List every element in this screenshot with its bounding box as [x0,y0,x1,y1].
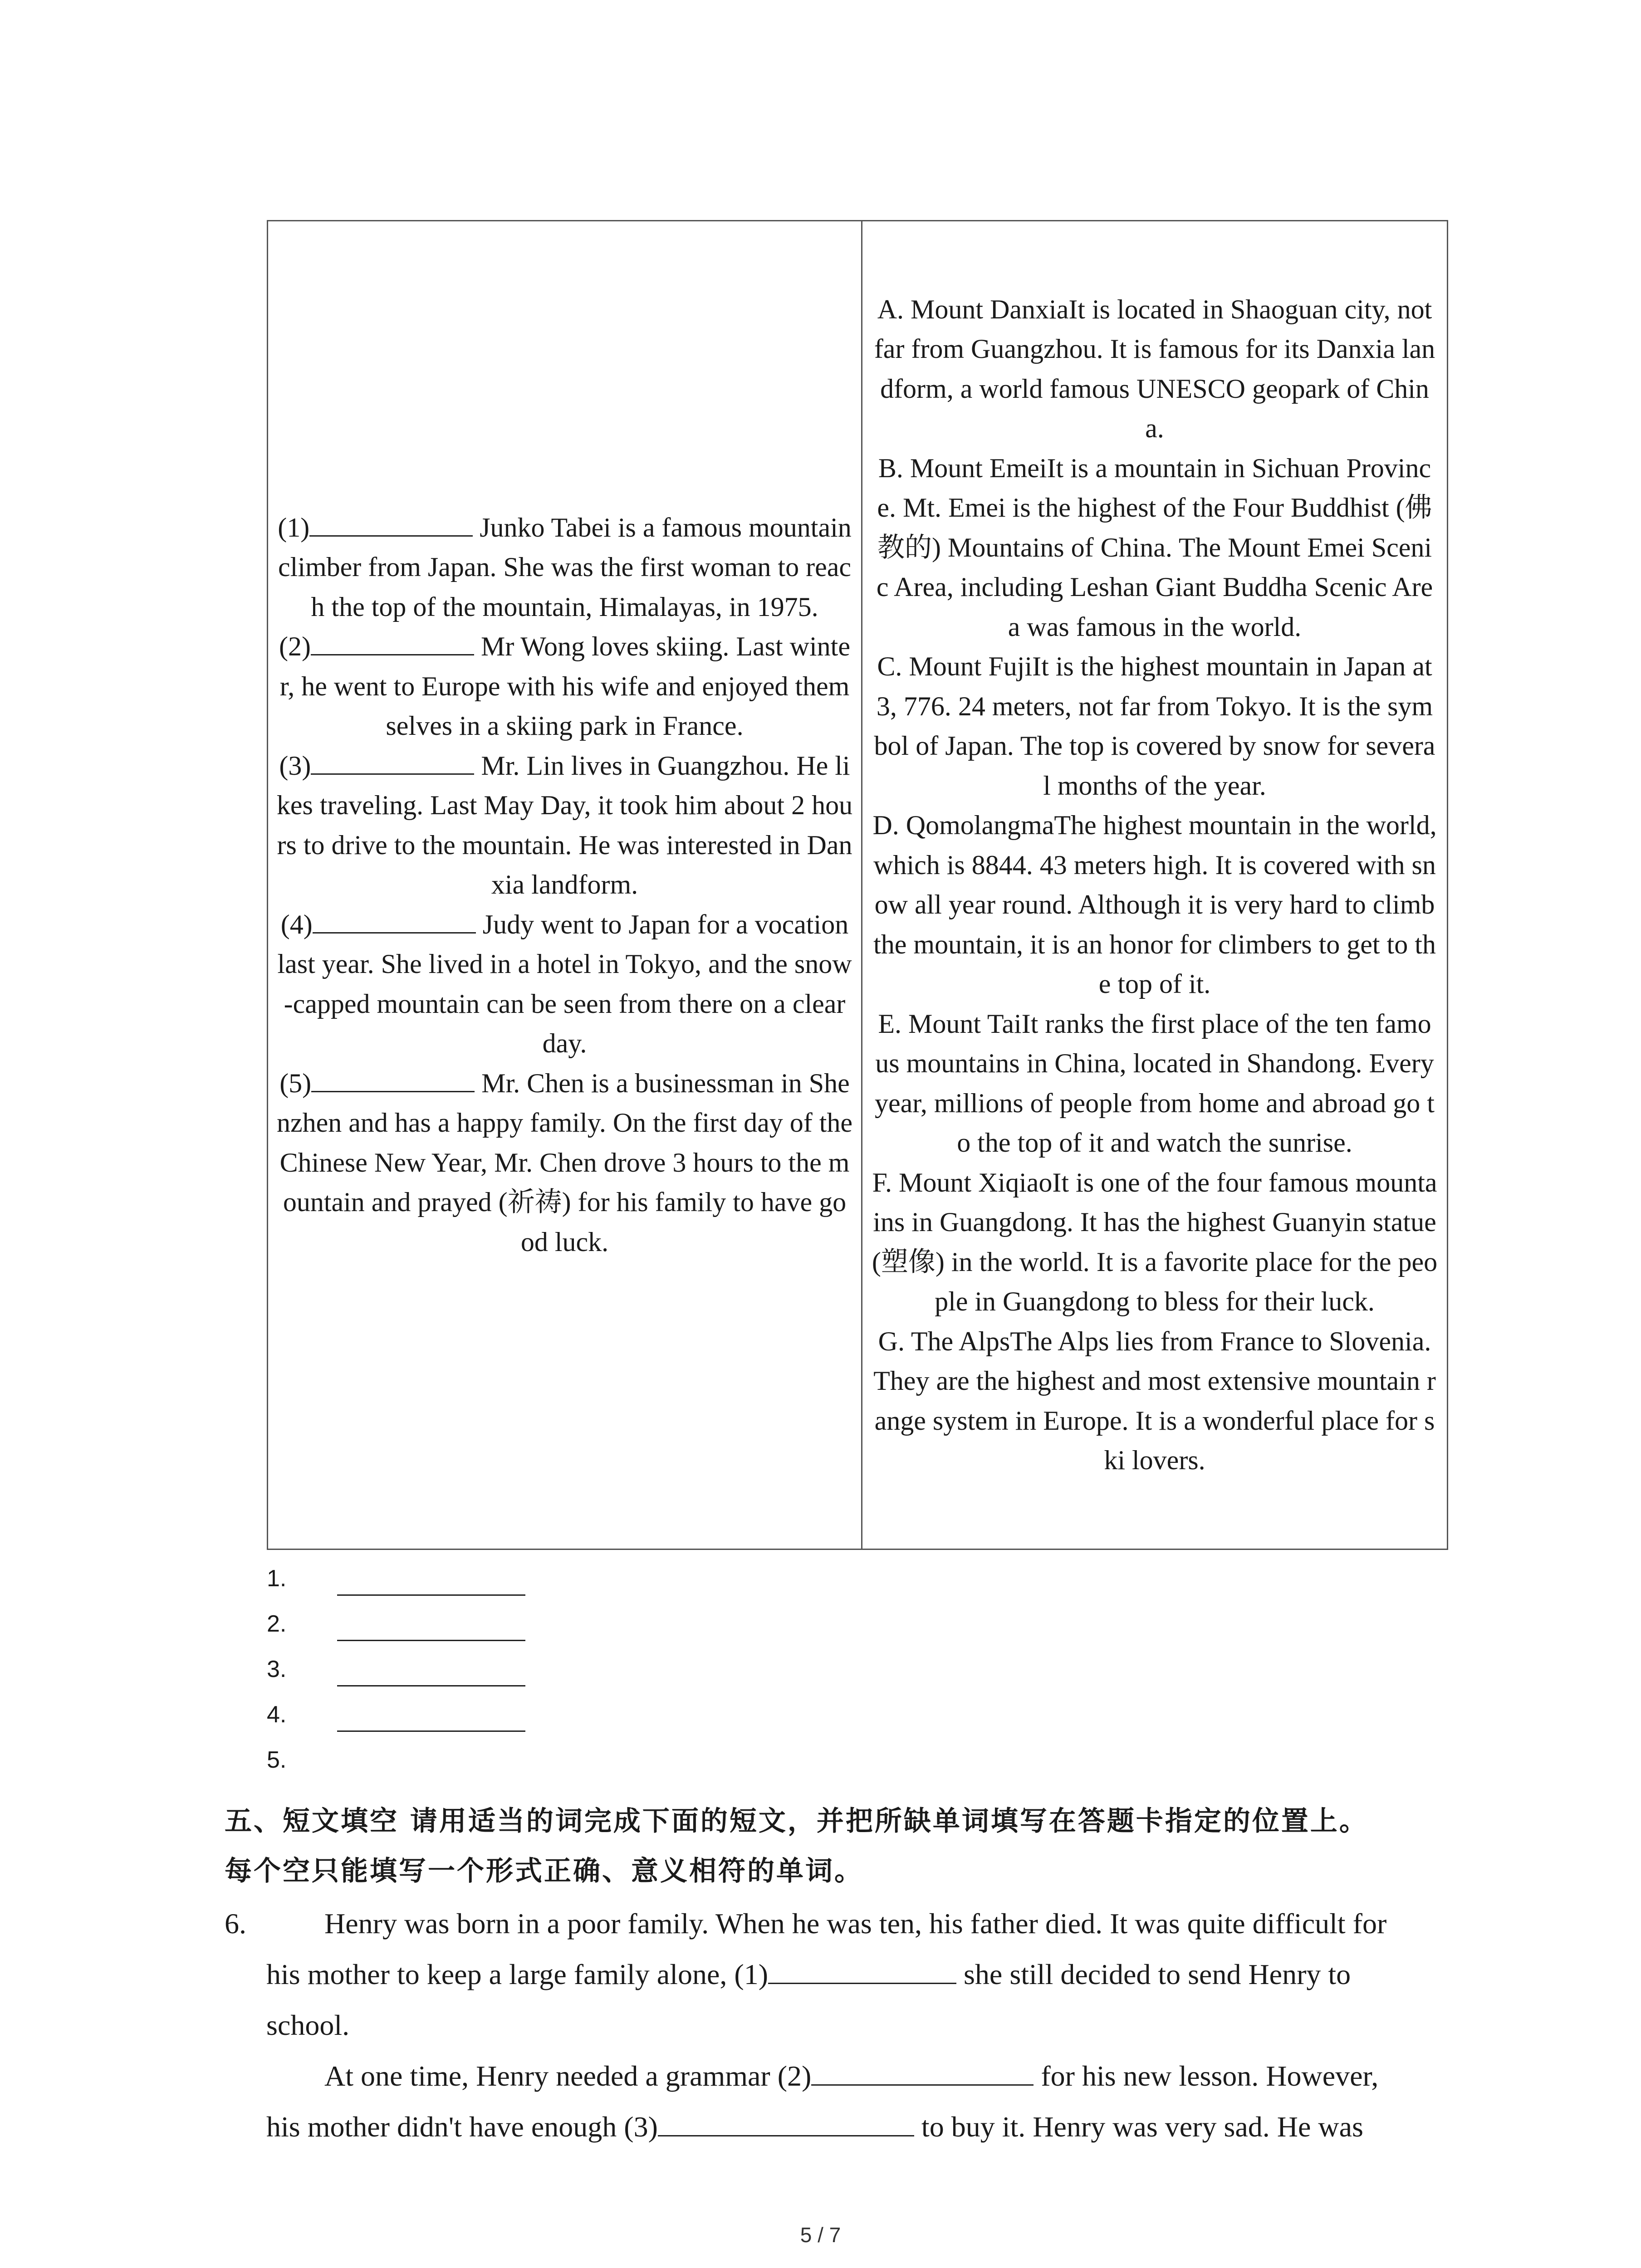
answer-number: 2. [267,1611,287,1637]
situation-1-blank[interactable] [309,535,473,537]
section-heading-line-2: 每个空只能填写一个形式正确、意义相符的单词。 [225,1855,863,1887]
mountain-option-f: F. Mount XiqiaoIt is one of the four famous mountains in Guangdong. It has the highest Guanyin statue (塑像) in the world. It is a favorite place for the people in Guangdong to bless for their luck. [872,1167,1438,1316]
answer-blank[interactable] [337,1640,525,1641]
answer-blank[interactable] [337,1594,525,1596]
situation-3-blank[interactable] [311,773,474,775]
mountain-option-g: G. The AlpsThe Alps lies from France to Slovenia. They are the highest and most extensive mountain range system in Europe. It is a wonderful place for ski lovers. [873,1326,1436,1475]
answer-number: 4. [267,1701,287,1728]
passage-line-4: At one time, Henry needed a grammar (2) for his new lesson. However, [324,2060,1379,2092]
matching-table [267,220,1448,1550]
cloze-blank-3[interactable] [658,2135,914,2136]
answer-number: 5. [267,1747,287,1773]
mountain-option-d: D. QomolangmaThe highest mountain in the world, which is 8844. 43 meters high. It is covered with snow all year round. Although it is very hard to climb the mountain, it is an honor for climbers to get to the top of it. [872,810,1437,999]
situation-4: (4) Judy went to Japan for a vocation last year. She lived in a hotel in Tokyo, and the snow-capped mountain can be seen from there on a clear day. [277,909,852,1059]
mountain-option-b: B. Mount EmeiIt is a mountain in Sichuan Province. Mt. Emei is the highest of the Four Buddhist (佛教的) Mountains of China. The Mount Emei Scenic Area, including Leshan Giant Buddha Scenic Area was famous in the world. [876,453,1433,642]
passage-line-2: his mother to keep a large family alone, (1) she still decided to send Henry to [266,1958,1351,1990]
answer-number: 1. [267,1565,287,1592]
passage-line-5: his mother didn't have enough (3) to buy it. Henry was very sad. He was [266,2111,1363,2143]
answer-blank[interactable] [337,1730,525,1732]
mountains-column [862,221,1447,1549]
cloze-blank-1[interactable] [768,1982,956,1984]
mountain-option-c: C. Mount FujiIt is the highest mountain in Japan at 3, 776. 24 meters, not far from Tokyo. It is the symbol of Japan. The top is covered by snow for several months of the year. [874,651,1435,801]
section-heading-line-1: 五、短文填空 请用适当的词完成下面的短文，并把所缺单词填写在答题卡指定的位置上。 [225,1805,1368,1837]
situation-2: (2) Mr Wong loves skiing. Last winter, he went to Europe with his wife and enjoyed themselves in a skiing park in France. [279,631,850,741]
cloze-passage [225,1898,1459,2152]
question-number: 6. [225,1907,246,1940]
situation-3: (3) Mr. Lin lives in Guangzhou. He likes traveling. Last May Day, it took him about 2 hours to drive to the mountain. He was interested in Danxia landform. [276,750,853,900]
passage-line-1: Henry was born in a poor family. When he was ten, his father died. It was quite difficult for [324,1907,1387,1940]
situation-4-blank[interactable] [313,932,476,934]
answer-number: 3. [267,1656,287,1682]
situation-1: (1) Junko Tabei is a famous mountain climber from Japan. She was the first woman to reach the top of the mountain, Himalayas, in 1975. [278,512,852,622]
section-heading [225,1796,1468,1896]
mountain-option-a: A. Mount DanxiaIt is located in Shaoguan city, not far from Guangzhou. It is famous for its Danxia landform, a world famous UNESCO geopark of China. [874,294,1435,443]
mountain-option-e: E. Mount TaiIt ranks the first place of the ten famous mountains in China, located in Shandong. Every year, millions of people from home and abroad go to the top of it and watch the sunrise. [875,1008,1435,1158]
situation-2-blank[interactable] [311,654,474,655]
situations-column [268,221,862,1549]
situation-5: (5) Mr. Chen is a businessman in Shenzhen and has a happy family. On the first day of the Chinese New Year, Mr. Chen drove 3 hours to the mountain and prayed (祈祷) for his family to have good luck. [276,1068,853,1257]
page-number: 5 / 7 [800,2223,841,2247]
cloze-blank-2[interactable] [811,2084,1034,2086]
answer-blank[interactable] [337,1685,525,1686]
situation-5-blank[interactable] [311,1090,475,1092]
passage-line-3: school. [266,2009,350,2041]
